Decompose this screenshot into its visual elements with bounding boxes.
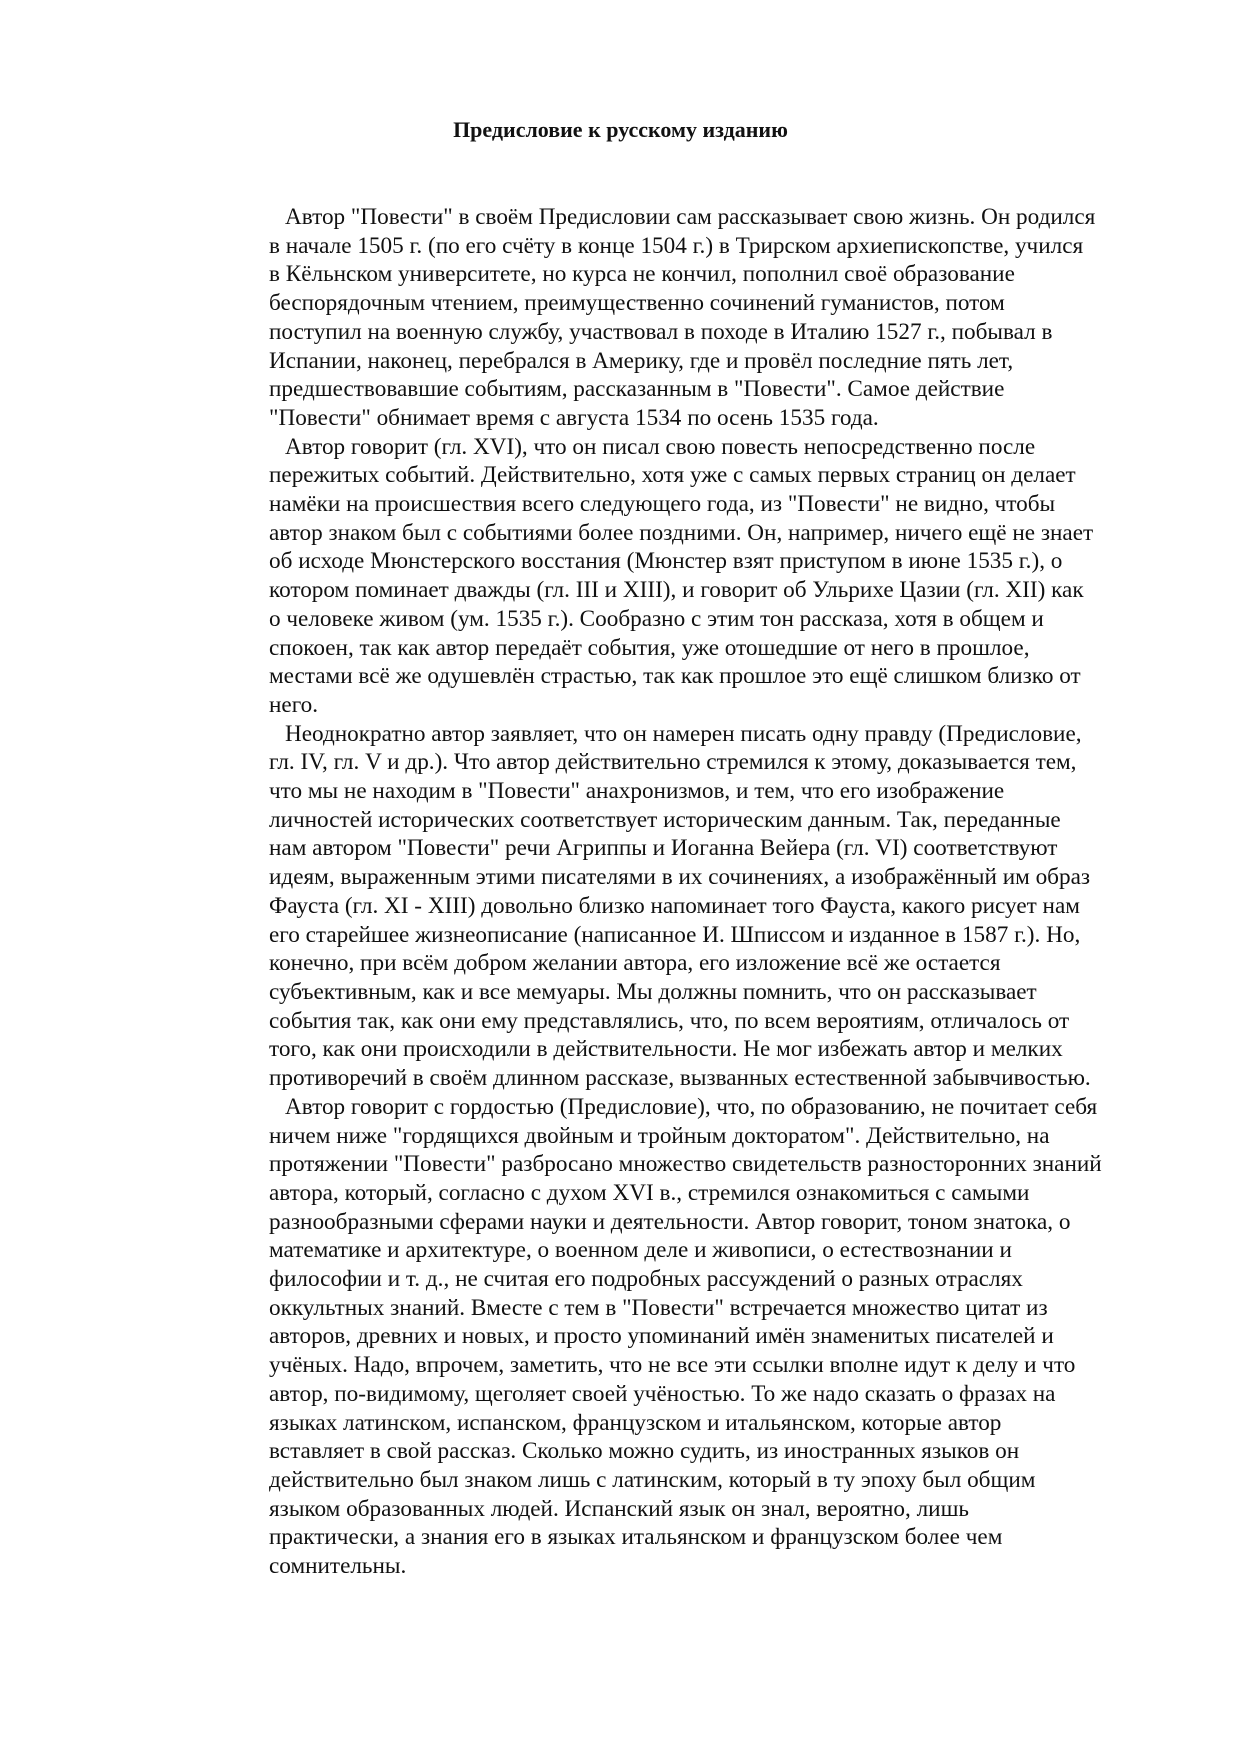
- text-line: учёных. Надо, впрочем, заметить, что не все эти ссылки вполне идут к делу и что: [269, 1352, 1076, 1379]
- paragraph-1: [253, 203, 1153, 433]
- text-line: Автор говорит (гл. XVI), что он писал свою повесть непосредственно после: [285, 433, 1036, 460]
- text-line: поступил на военную службу, участвовал в походе в Италию 1527 г., побывал в: [269, 318, 1053, 345]
- text-line: автор, по-видимому, щеголяет своей учёностью. То же надо сказать о фразах на: [269, 1380, 1056, 1407]
- text-line: пережитых событий. Действительно, хотя уже с самых первых страниц он делает: [269, 462, 1076, 489]
- text-line: конечно, при всём добром желании автора, его изложение всё же остается: [269, 950, 1001, 977]
- text-line: его старейшее жизнеописание (написанное И. Шписсом и изданное в 1587 г.). Но,: [269, 921, 1081, 948]
- text-line: него.: [269, 691, 319, 718]
- paragraph-3: [253, 720, 1153, 1093]
- text-line: личностей исторических соответствует историческим данным. Так, переданные: [269, 806, 1061, 833]
- text-line: действительно был знаком лишь с латинским, который в ту эпоху был общим: [269, 1466, 1036, 1493]
- text-line: Автор "Повести" в своём Предисловии сам рассказывает свою жизнь. Он родился: [285, 204, 1096, 230]
- text-line: Автор говорит с гордостью (Предисловие), что, по образованию, не почитает себя: [285, 1093, 1098, 1120]
- text-line: языках латинском, испанском, французском и итальянском, которые автор: [269, 1409, 1002, 1436]
- text-line: разнообразными сферами науки и деятельности. Автор говорит, тоном знатока, о: [269, 1208, 1071, 1235]
- text-line: спокоен, так как автор передаёт события, уже отошедшие от него в прошлое,: [269, 634, 1030, 661]
- text-line: предшествовавшие событиям, рассказанным в "Повести". Самое действие: [269, 376, 1005, 403]
- text-line: того, как они происходили в действительности. Не мог избежать автор и мелких: [269, 1036, 1063, 1063]
- text-line: практически, а знания его в языках итальянском и французском более чем: [269, 1524, 1003, 1551]
- text-line: протяжении "Повести" разбросано множество свидетельств разносторонних знаний: [269, 1151, 1102, 1178]
- text-line: нам автором "Повести" речи Агриппы и Иоганна Вейера (гл. VI) соответствуют: [269, 835, 1058, 862]
- page-title: Предисловие к русскому изданию: [453, 117, 788, 142]
- text-line: противоречий в своём длинном рассказе, вызванных естественной забывчивостью.: [269, 1065, 1091, 1092]
- text-line: Испании, наконец, перебрался в Америку, где и провёл последние пять лет,: [269, 347, 1014, 374]
- text-line: автор знаком был с событиями более поздними. Он, например, ничего ещё не знает: [269, 519, 1094, 546]
- text-line: местами всё же одушевлён страстью, так как прошлое это ещё слишком близко от: [269, 663, 1081, 690]
- paragraph-4: [253, 1093, 1153, 1581]
- text-line: вставляет в свой рассказ. Сколько можно судить, из иностранных языков он: [269, 1438, 1020, 1465]
- text-line: о человеке живом (ум. 1535 г.). Сообразно с этим тон рассказа, хотя в общем и: [269, 605, 1044, 632]
- text-line: беспорядочным чтением, преимущественно сочинений гуманистов, потом: [269, 290, 1005, 317]
- text-line: события так, как они ему представлялись, что, по всем вероятиям, отличалось от: [269, 1007, 1070, 1034]
- text-line: авторов, древних и новых, и просто упоминаний имён знаменитых писателей и: [269, 1323, 1054, 1350]
- text-line: оккультных знаний. Вместе с тем в "Повести" встречается множество цитат из: [269, 1294, 1048, 1321]
- text-line: Фауста (гл. XI - XIII) довольно близко напоминает того Фауста, какого рисует нам: [269, 892, 1080, 919]
- text-line: идеям, выраженным этими писателями в их сочинениях, а изображённый им образ: [269, 864, 1091, 891]
- text-line: что мы не находим в "Повести" анахронизмов, и тем, что его изображение: [269, 778, 1005, 805]
- paragraph-2: [253, 433, 1153, 720]
- body-text: [253, 203, 1153, 1581]
- text-line: об исходе Мюнстерского восстания (Мюнстер взят приступом в июне 1535 г.), о: [269, 548, 1063, 575]
- text-line: автора, который, согласно с духом XVI в., стремился ознакомиться с самыми: [269, 1179, 1030, 1206]
- text-line: математике и архитектуре, о военном деле и живописи, о естествознании и: [269, 1237, 1012, 1264]
- text-line: языком образованных людей. Испанский язык он знал, вероятно, лишь: [269, 1495, 970, 1522]
- text-line: Неоднократно автор заявляет, что он намерен писать одну правду (Предисловие,: [285, 720, 1082, 747]
- text-line: философии и т. д., не считая его подробных рассуждений о разных отраслях: [269, 1266, 1023, 1293]
- text-line: гл. IV, гл. V и др.). Что автор действительно стремился к этому, доказывается тем,: [269, 749, 1077, 776]
- text-line: в Кёльнском университете, но курса не кончил, пополнил своё образование: [269, 261, 1015, 288]
- text-line: сомнительны.: [269, 1553, 407, 1580]
- text-line: намёки на происшествия всего следующего года, из "Повести" не видно, чтобы: [269, 491, 1056, 518]
- text-line: в начале 1505 г. (по его счёту в конце 1504 г.) в Трирском архиепископстве, учился: [269, 232, 1084, 259]
- text-line: субъективным, как и все мемуары. Мы должны помнить, что он рассказывает: [269, 978, 1037, 1005]
- text-line: ничем ниже "гордящихся двойным и тройным докторатом". Действительно, на: [269, 1122, 1050, 1149]
- text-line: "Повести" обнимает время с августа 1534 по осень 1535 года.: [269, 404, 879, 431]
- text-line: котором поминает дважды (гл. III и XIII), и говорит об Ульрихе Цазии (гл. XII) как: [269, 577, 1084, 604]
